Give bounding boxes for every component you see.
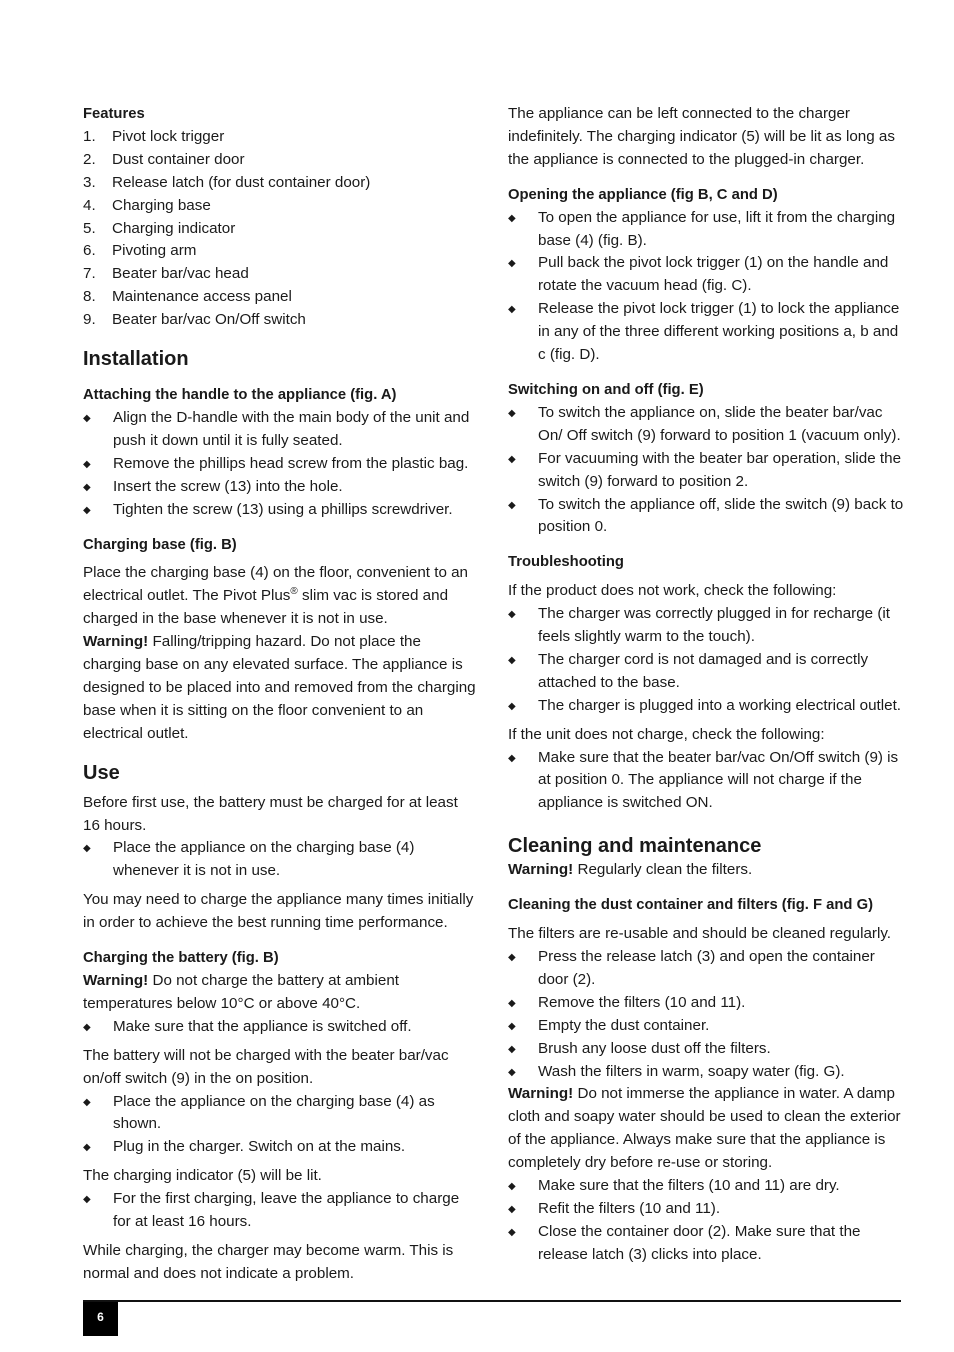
item-text: Pivot lock trigger [112, 127, 225, 145]
registered-mark: ® [290, 586, 298, 598]
battery-paragraph-3: While charging, the charger may become warm. This is normal and does not indicate a problem. [83, 1241, 454, 1282]
list-item [83, 126, 478, 149]
bullet-icon: ◆ [83, 1142, 91, 1154]
warning-text: Falling/tripping hazard. Do not place the charging base on any elevated surface. The appliance is designed to be placed into and removed from the charging base when it is sitting on the floor convenient to an electrical outlet. [83, 633, 476, 742]
item-text: Remove the filters (10 and 11). [538, 993, 746, 1011]
bullet-icon: ◆ [83, 1194, 91, 1206]
item-text: Empty the dust container. [538, 1016, 710, 1034]
bullet-icon: ◆ [83, 1096, 91, 1108]
switching-list [508, 402, 904, 539]
paragraph-text-a: Place the charging base (4) on the floor, convenient to an electrical outlet. The Pivot Plus [83, 564, 469, 605]
list-item [508, 448, 904, 494]
use-paragraph: Before first use, the battery must be charged for at least 16 hours. [83, 793, 458, 834]
item-text: Charging indicator [112, 219, 236, 237]
item-number: 2. [83, 150, 96, 168]
list-item [508, 649, 904, 695]
list-item [83, 1016, 478, 1039]
intro-paragraph: The appliance can be left connected to the charger indefinitely. The charging indicator (5) will be lit as long as the appliance is connected to the plugged-in charger. [508, 105, 895, 168]
list-item [83, 837, 478, 883]
bullet-icon: ◆ [508, 407, 516, 419]
list-item [83, 499, 478, 522]
warning-text: Regularly clean the filters. [573, 861, 753, 879]
troubleshooting-paragraph-2: If the unit does not charge, check the following: [508, 725, 825, 743]
bullet-icon: ◆ [508, 212, 516, 224]
item-text: Beater bar/vac On/Off switch [112, 311, 306, 329]
item-text: Charging base [112, 196, 211, 214]
item-text: Close the container door (2). Make sure that the release latch (3) clicks into place. [538, 1222, 861, 1263]
bullet-icon: ◆ [508, 997, 516, 1009]
bullet-icon: ◆ [508, 654, 516, 666]
warning-label: Warning! [508, 1085, 574, 1103]
item-text: Remove the phillips head screw from the plastic bag. [113, 454, 469, 472]
item-number: 4. [83, 196, 96, 214]
item-text: Beater bar/vac head [112, 265, 249, 283]
bullet-icon: ◆ [83, 843, 91, 855]
features-list [83, 126, 478, 332]
list-item [508, 1198, 904, 1221]
cleaning-warning [508, 859, 904, 882]
use-list [83, 837, 478, 883]
item-text: Place the appliance on the charging base (4) as shown. [113, 1092, 435, 1133]
battery-list-2 [83, 1091, 478, 1160]
item-text: The charger cord is not damaged and is correctly attached to the base. [538, 650, 869, 691]
battery-list-1 [83, 1016, 478, 1039]
bullet-icon: ◆ [508, 304, 516, 316]
item-text: Insert the screw (13) into the hole. [113, 477, 343, 495]
list-item [508, 402, 904, 448]
battery-list-3 [83, 1188, 478, 1234]
bullet-icon: ◆ [83, 1021, 91, 1033]
item-text: Tighten the screw (13) using a phillips screwdriver. [113, 500, 453, 518]
list-item [508, 992, 904, 1015]
bullet-icon: ◆ [83, 412, 91, 424]
right-column [508, 103, 904, 1267]
list-item [83, 1136, 478, 1159]
attach-handle-list [83, 407, 478, 522]
troubleshooting-list-2 [508, 747, 904, 816]
bullet-icon: ◆ [508, 258, 516, 270]
use-heading: Use [83, 761, 120, 784]
warning-label: Warning! [83, 633, 149, 651]
item-text: For the first charging, leave the appliance to charge for at least 16 hours. [113, 1190, 460, 1231]
item-text: The charger is plugged into a working electrical outlet. [538, 696, 902, 714]
warning-label: Warning! [508, 861, 574, 879]
switching-heading: Switching on and off (fig. E) [508, 381, 704, 398]
list-item [508, 298, 904, 367]
list-item [508, 1221, 904, 1267]
list-item [508, 695, 904, 718]
list-item [83, 218, 478, 241]
opening-list [508, 207, 904, 367]
item-text: Pivoting arm [112, 242, 197, 260]
charging-base-paragraph [83, 562, 478, 631]
list-item [83, 1091, 478, 1137]
list-item [83, 240, 478, 263]
bullet-icon: ◆ [508, 1066, 516, 1078]
list-item [508, 747, 904, 816]
features-heading: Features [83, 106, 145, 122]
list-item [508, 603, 904, 649]
list-item [83, 286, 478, 309]
item-text: Make sure that the filters (10 and 11) are dry. [538, 1177, 840, 1195]
list-item [83, 149, 478, 172]
item-text: Make sure that the beater bar/vac On/Off switch (9) is at position 0. The appliance will not charge if the appliance is switched ON. [538, 748, 899, 812]
item-text: Maintenance access panel [112, 288, 292, 306]
item-text: The charger was correctly plugged in for recharge (it feels slightly warm to the touch). [538, 605, 891, 646]
troubleshooting-list-1 [508, 603, 904, 718]
item-text: Release the pivot lock trigger (1) to lock the appliance in any of the three different working positions a, b and c (fig. D). [538, 300, 900, 364]
item-number: 6. [83, 242, 96, 260]
item-text: Brush any loose dust off the filters. [538, 1039, 771, 1057]
item-text: Wash the filters in warm, soapy water (fig. G). [538, 1062, 845, 1080]
list-item [508, 1015, 904, 1038]
item-text: For vacuuming with the beater bar operation, slide the switch (9) forward to position 2. [538, 449, 902, 490]
item-text: Place the appliance on the charging base (4) whenever it is not in use. [113, 839, 415, 880]
bullet-icon: ◆ [508, 1226, 516, 1238]
page-number: 6 [83, 1302, 118, 1336]
list-item [508, 207, 904, 253]
item-text: Make sure that the appliance is switched off. [113, 1017, 412, 1035]
bullet-icon: ◆ [83, 481, 91, 493]
charging-base-heading: Charging base (fig. B) [83, 536, 237, 553]
use-paragraph-2: You may need to charge the appliance many times initially in order to achieve the best running time performance. [83, 891, 474, 932]
troubleshooting-heading: Troubleshooting [508, 554, 624, 571]
item-text: To open the appliance for use, lift it from the charging base (4) (fig. B). [538, 208, 896, 249]
bullet-icon: ◆ [508, 1181, 516, 1193]
item-text: Press the release latch (3) and open the container door (2). [538, 948, 875, 988]
opening-heading: Opening the appliance (fig B, C and D) [508, 186, 778, 203]
item-text: Refit the filters (10 and 11). [538, 1199, 721, 1217]
item-number: 3. [83, 173, 96, 191]
attach-handle-heading: Attaching the handle to the appliance (fig. A) [83, 387, 397, 404]
bullet-icon: ◆ [508, 952, 516, 963]
item-text: Dust container door [112, 150, 245, 168]
dust-container-list-1 [508, 946, 904, 1083]
item-text: Pull back the pivot lock trigger (1) on the handle and rotate the vacuum head (fig. C). [538, 254, 889, 295]
paragraph-text-b: slim vac is stored and charged in the base whenever it is not in use. [83, 587, 449, 628]
item-text: To switch the appliance on, slide the beater bar/vac On/ Off switch (9) forward to position 1 (vacuum only). [538, 403, 901, 444]
troubleshooting-paragraph-1: If the product does not work, check the following: [508, 582, 837, 600]
bullet-icon: ◆ [508, 1203, 516, 1215]
list-item [508, 494, 904, 540]
dust-container-heading: Cleaning the dust container and filters (fig. F and G) [508, 897, 874, 914]
item-number: 1. [83, 127, 96, 145]
list-item [508, 1061, 904, 1084]
cleaning-heading: Cleaning and maintenance [508, 835, 762, 858]
footer-rule [83, 1300, 901, 1302]
list-item [508, 252, 904, 298]
bullet-icon: ◆ [508, 700, 516, 712]
battery-warning [83, 970, 478, 1016]
bullet-icon: ◆ [508, 1043, 516, 1055]
battery-paragraph-2: The charging indicator (5) will be lit. [83, 1167, 322, 1185]
list-item [508, 1038, 904, 1061]
list-item [83, 1188, 478, 1234]
left-column [83, 103, 478, 1286]
list-item [508, 1175, 904, 1198]
list-item [83, 453, 478, 476]
item-number: 9. [83, 311, 96, 329]
bullet-icon: ◆ [508, 752, 516, 764]
warning-text: Do not charge the battery at ambient temperatures below 10°C or above 40°C. [83, 972, 399, 1012]
item-number: 7. [83, 265, 96, 283]
item-text: Release latch (for dust container door) [112, 173, 371, 191]
bullet-icon: ◆ [508, 1020, 516, 1032]
warning-label: Warning! [83, 972, 149, 989]
item-text: Plug in the charger. Switch on at the mains. [113, 1138, 406, 1156]
bullet-icon: ◆ [83, 504, 91, 516]
charging-base-warning [83, 631, 478, 746]
bullet-icon: ◆ [508, 609, 516, 621]
item-number: 8. [83, 288, 96, 306]
list-item [83, 309, 478, 332]
item-number: 5. [83, 219, 96, 237]
dust-container-warning [508, 1083, 904, 1175]
charging-battery-heading: Charging the battery (fig. B) [83, 950, 279, 967]
bullet-icon: ◆ [508, 453, 516, 465]
list-item [83, 476, 478, 499]
item-text: To switch the appliance off, slide the switch (9) back to position 0. [538, 495, 904, 536]
list-item [83, 263, 478, 286]
list-item [83, 172, 478, 195]
list-item [83, 195, 478, 218]
warning-text: Do not immerse the appliance in water. A damp cloth and soapy water should be used to clean the exterior of the appliance. Always make sure that the appliance is completely dry before re-use or storing. [508, 1085, 901, 1172]
item-text: Align the D-handle with the main body of the unit and push it down until it is fully seated. [113, 408, 470, 449]
dust-container-list-2 [508, 1175, 904, 1267]
battery-paragraph-1: The battery will not be charged with the beater bar/vac on/off switch (9) in the on position. [83, 1046, 449, 1087]
bullet-icon: ◆ [83, 458, 91, 470]
dust-container-paragraph: The filters are re-usable and should be cleaned regularly. [508, 925, 892, 943]
list-item [508, 946, 904, 992]
bullet-icon: ◆ [508, 499, 516, 511]
list-item [83, 407, 478, 453]
installation-heading: Installation [83, 348, 189, 371]
